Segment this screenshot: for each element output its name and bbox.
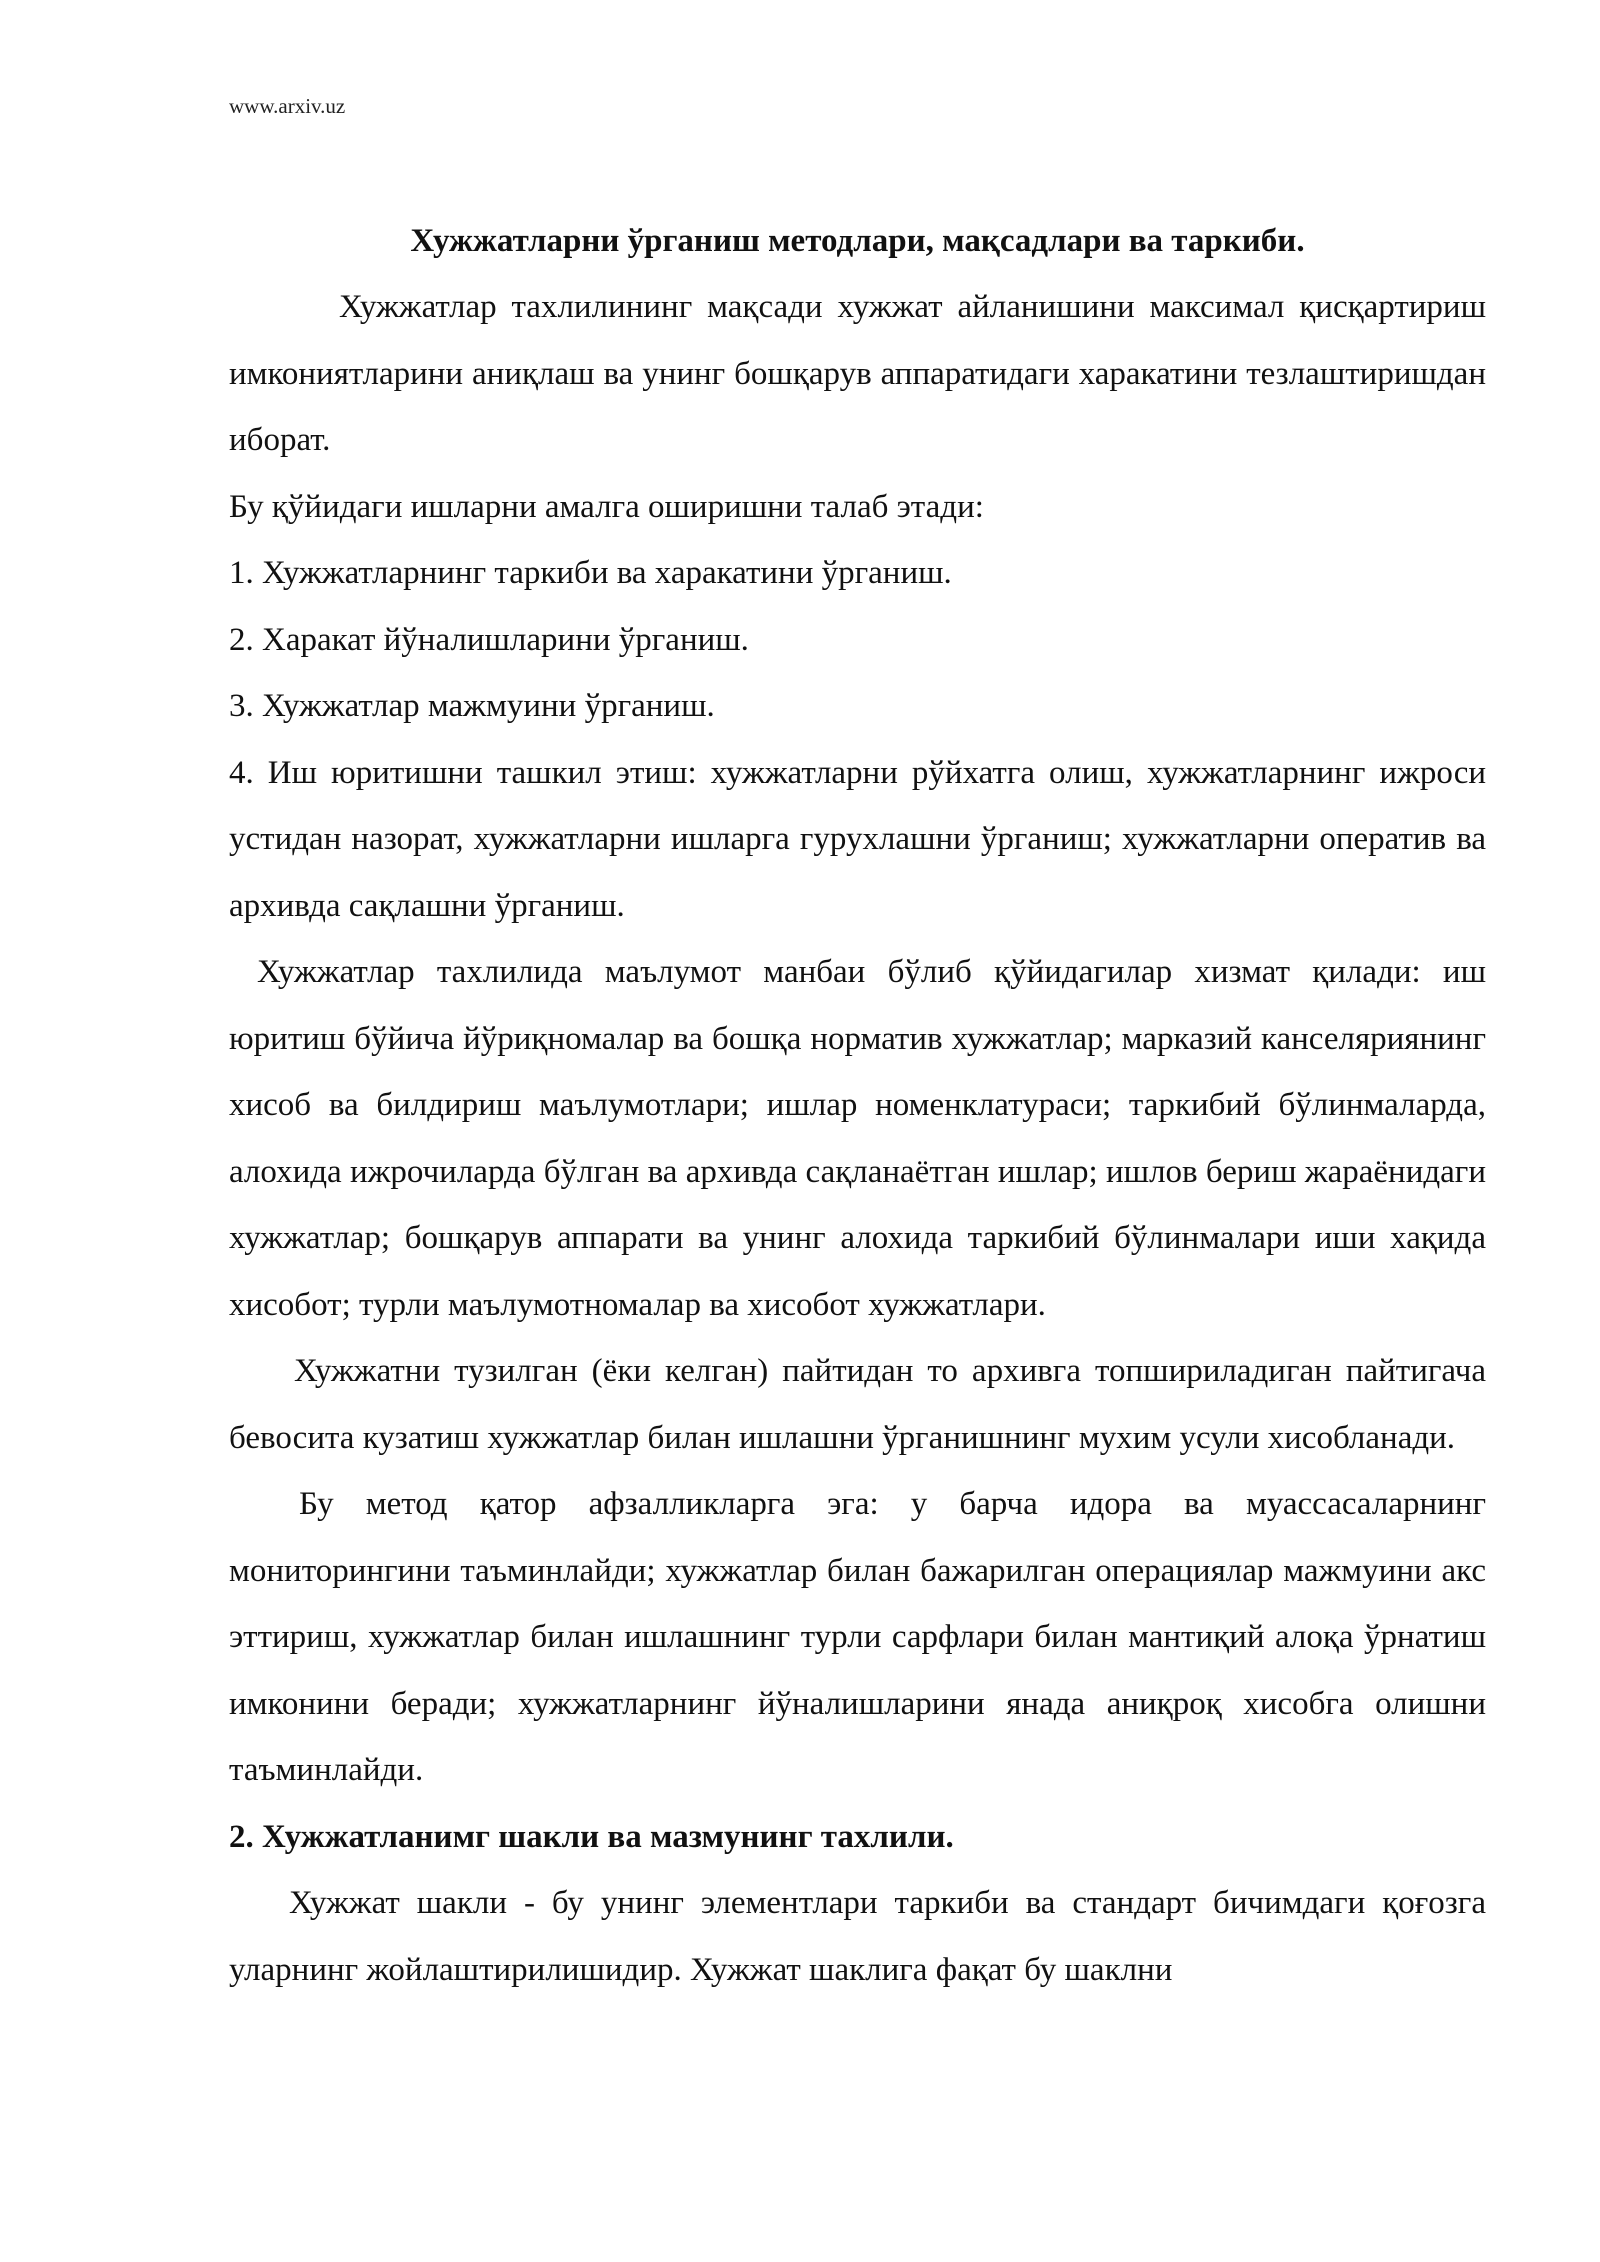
- site-url: www.arxiv.uz: [229, 94, 346, 118]
- paragraph-purpose: Хужжатлар тахлилининг мақсади хужжат айланишини максимал қисқартириш имкониятларини аниқлаш ва унинг бошқарув аппаратидаги харакатини тезлаштиришдан иборат.: [229, 289, 1486, 458]
- paragraph-tasks-intro: Бу қўйидаги ишларни амалга оширишни талаб этади:: [229, 488, 984, 525]
- document-title: Хужжатларни ўрганиш методлари, мақсадлари ва таркиби.: [410, 223, 1305, 259]
- paragraph-observation: Хужжатни тузилган (ёки келган) пайтидан то архивга топшириладиган пайтигача бевосита кузатиш хужжатлар билан ишлашни ўрганишнинг мухим усули хисобланади.: [229, 1353, 1486, 1456]
- list-item-4: 4. Иш юритишни ташкил этиш: хужжатларни рўйхатга олиш, хужжатларнинг ижроси устидан назорат, хужжатларни ишларга гурухлашни ўрганиш; хужжатларни оператив ва архивда сақлашни ўрганиш.: [229, 754, 1486, 924]
- paragraph-sources: Хужжатлар тахлилида маълумот манбаи бўлиб қўйидагилар хизмат қилади: иш юритиш бўйича йўриқномалар ва бошқа норматив хужжатлар; марказий канселяриянинг хисоб ва билдириш маълумотлари; ишлар номенклатураси; таркибий бўлинмаларда, алохида ижрочиларда бўлган ва архивда сақланаётган ишлар; ишлов бериш жараёнидаги хужжатлар; бошқарув аппарати ва унинг алохида таркибий бўлинмалари иши хақида хисобот; турли маълумотномалар ва хисобот хужжатлари.: [229, 954, 1486, 1323]
- list-item-3: 3. Хужжатлар мажмуини ўрганиш.: [229, 688, 715, 724]
- paragraph-form-definition: Хужжат шакли - бу унинг элементлари таркиби ва стандарт бичимдаги қоғозга уларнинг жойлаштирилишидир. Хужжат шаклига фақат бу шаклни: [229, 1885, 1486, 1988]
- section-2-heading: 2. Хужжатланимг шакли ва мазмунинг тахлили.: [229, 1818, 954, 1855]
- list-item-1: 1. Хужжатларнинг таркиби ва харакатини ўрганиш.: [229, 555, 952, 591]
- paragraph-method-advantages: Бу метод қатор афзалликларга эга: у барча идора ва муассасаларнинг мониторингини таъминлайди; хужжатлар билан бажарилган операциялар мажмуини акс эттириш, хужжатлар билан ишлашнинг турли сарфлари билан мантиқий алоқа ўрнатиш имконини беради; хужжатларнинг йўналишларини янада аниқроқ хисобга олишни таъминлайди.: [229, 1486, 1486, 1788]
- document-page: [229, 208, 1486, 2003]
- list-item-2: 2. Харакат йўналишларини ўрганиш.: [229, 621, 749, 658]
